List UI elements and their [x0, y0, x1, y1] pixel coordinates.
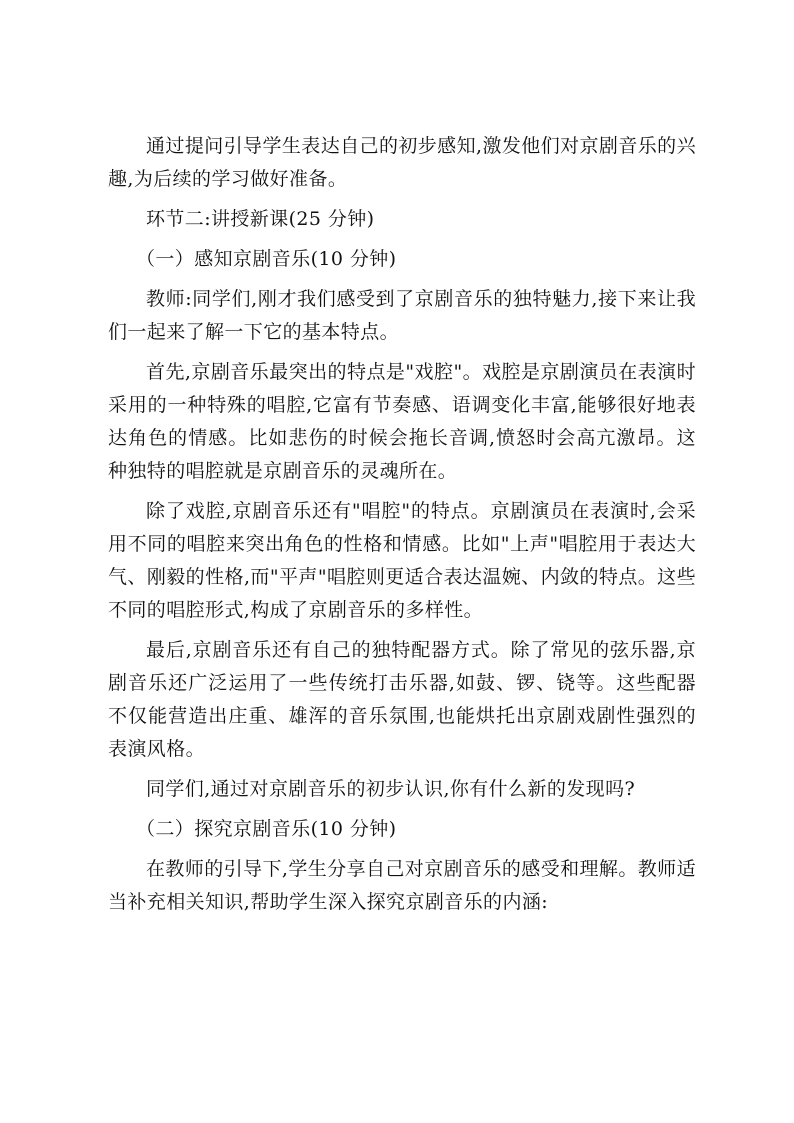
- subsection-heading-perceive: （一）感知京剧音乐(10 分钟): [136, 248, 397, 270]
- paragraph-intro-summary: 通过提问引导学生表达自己的初步感知,激发他们对京剧音乐的兴趣,为后续的学习做好准备。: [108, 135, 696, 190]
- document-body: [108, 130, 696, 926]
- paragraph-explore-guidance: 在教师的引导下,学生分享自己对京剧音乐的感受和理解。教师适当补充相关知识,帮助学生深入探究京剧音乐的内涵:: [108, 858, 696, 913]
- paragraph-instrumentation: 最后,京剧音乐还有自己的独特配器方式。除了常见的弦乐器,京剧音乐还广泛运用了一些传统打击乐器,如鼓、锣、铙等。这些配器不仅能营造出庄重、雄浑的音乐氛围,也能烘托出京剧戏剧性强烈的表演风格。: [108, 639, 696, 760]
- paragraph-teacher-intro: 教师:同学们,刚才我们感受到了京剧音乐的独特魅力,接下来让我们一起来了解一下它的基本特点。: [108, 288, 696, 343]
- subsection-heading-explore: （二）探究京剧音乐(10 分钟): [136, 818, 397, 840]
- paragraph-xiqiang: 首先,京剧音乐最突出的特点是"戏腔"。戏腔是京剧演员在表演时采用的一种特殊的唱腔,它富有节奏感、语调变化丰富,能够很好地表达角色的情感。比如悲伤的时候会拖长音调,愤怒时会高亢激昂。这种独特的唱腔就是京剧音乐的灵魂所在。: [108, 361, 696, 482]
- paragraph-question: 同学们,通过对京剧音乐的初步认识,你有什么新的发现吗?: [146, 778, 636, 800]
- section-heading-lesson-stage-two: 环节二:讲授新课(25 分钟): [146, 208, 375, 230]
- paragraph-changqiang: 除了戏腔,京剧音乐还有"唱腔"的特点。京剧演员在表演时,会采用不同的唱腔来突出角色的性格和情感。比如"上声"唱腔用于表达大气、刚毅的性格,而"平声"唱腔则更适合表达温婉、内敛的特点。这些不同的唱腔形式,构成了京剧音乐的多样性。: [108, 500, 696, 621]
